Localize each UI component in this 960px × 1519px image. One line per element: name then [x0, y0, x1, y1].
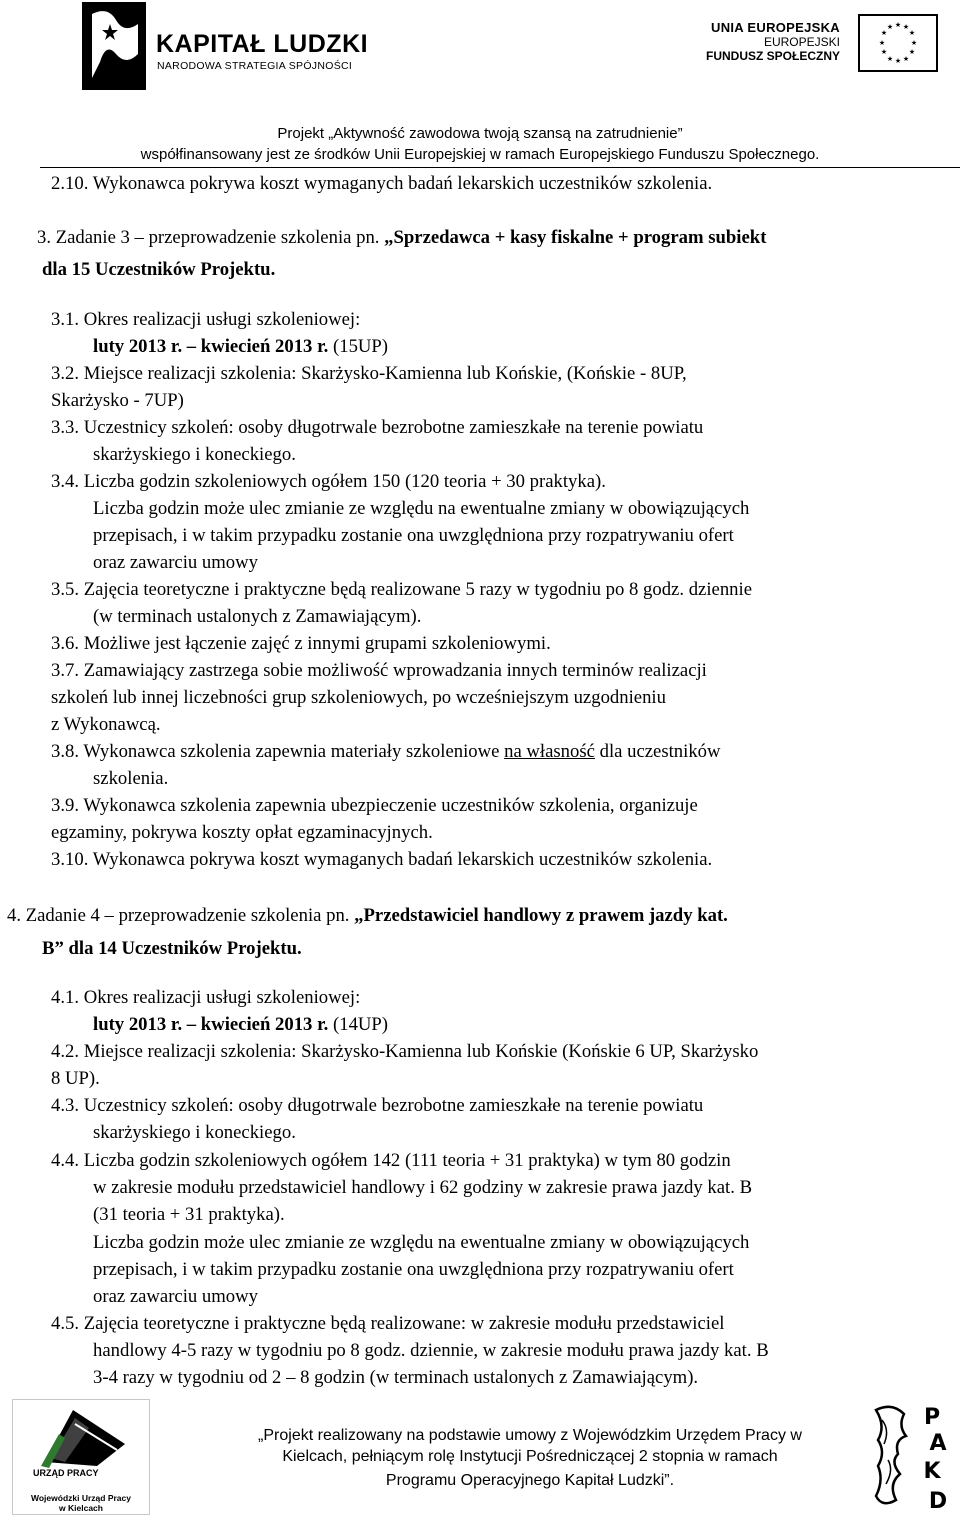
header-project-line: Projekt „Aktywność zawodowa twoją szansą na zatrudnienie”	[277, 125, 683, 142]
task-3-name: „Sprzedawca + kasy fiskalne + program subiekt	[384, 227, 767, 248]
task-3-heading-cont: dla 15 Uczestników Projektu.	[42, 259, 276, 280]
task-4-name: „Przedstawiciel handlowy z prawem jazdy kat.	[354, 905, 728, 926]
svg-text:★: ★	[908, 29, 916, 37]
header-cofinancing-line: współfinansowany jest ze środków Unii Europejskiej w ramach Europejskiego Funduszu Społecznego.	[140, 146, 820, 163]
svg-text:★: ★	[902, 55, 910, 63]
urzad-pracy-logo-icon	[35, 1404, 129, 1476]
eu-line-3: FUNDUSZ SPOŁECZNY	[705, 49, 840, 63]
line-3-2: 3.2. Miejsce realizacji szkolenia: Skarżysko-Kamienna lub Końskie, (Końskie - 8UP,	[51, 363, 687, 384]
line-4-5: 4.5. Zajęcia teoretyczne i praktyczne będą realizowane: w zakresie modułu przedstawiciel	[51, 1313, 725, 1334]
line-4-1: 4.1. Okres realizacji usługi szkoleniowej:	[51, 987, 361, 1008]
participants-3: (15UP)	[328, 336, 389, 357]
kapital-ludzki-logo	[80, 2, 370, 92]
line-4-5-cont-1: handlowy 4-5 razy w tygodniu po 8 godz. dziennie, w zakresie modułu prawa jazdy kat. B	[93, 1340, 769, 1361]
line-3-8-underlined: na własność	[504, 741, 595, 762]
eu-line-1: UNIA EUROPEJSKA	[711, 20, 840, 35]
line-3-4-note-3: oraz zawarciu umowy	[93, 552, 258, 573]
line-3-8-cont: szkolenia.	[93, 768, 169, 789]
line-3-4: 3.4. Liczba godzin szkoleniowych ogółem 150 (120 teoria + 30 praktyka).	[51, 471, 606, 492]
line-3-8-part-1: 3.8. Wykonawca szkolenia zapewnia materiały szkoleniowe	[51, 741, 505, 762]
urzad-pracy-name	[13, 1493, 149, 1513]
svg-text:★: ★	[880, 29, 888, 37]
dates-3: luty 2013 r. – kwiecień 2013 r.	[93, 336, 329, 357]
participants-4: (14UP)	[328, 1014, 389, 1035]
pakd-letter: D	[928, 1489, 948, 1514]
line-4-4-cont-2: (31 teoria + 31 praktyka).	[93, 1204, 285, 1225]
line-3-1: 3.1. Okres realizacji usługi szkoleniowej:	[51, 309, 361, 330]
task-4-heading	[7, 905, 728, 927]
header-divider	[40, 167, 960, 168]
line-3-10: 3.10. Wykonawca pokrywa koszt wymaganych badań lekarskich uczestników szkolenia.	[51, 849, 713, 870]
line-4-4-note-2: przepisach, i w takim przypadku zostanie ona uwzględniona przy rozpatrywaniu ofert	[93, 1259, 734, 1280]
line-4-4: 4.4. Liczba godzin szkoleniowych ogółem 142 (111 teoria + 31 praktyka) w tym 80 godzin	[51, 1150, 731, 1171]
task-4-prefix: 4. Zadanie 4 – przeprowadzenie szkolenia pn.	[7, 905, 355, 926]
svg-text:★: ★	[880, 48, 888, 56]
line-3-7-cont-2: z Wykonawcą.	[51, 714, 161, 735]
line-3-9: 3.9. Wykonawca szkolenia zapewnia ubezpieczenie uczestników szkolenia, organizuje	[51, 795, 698, 816]
line-4-2-cont: 8 UP).	[51, 1068, 100, 1089]
eu-line-2: EUROPEJSKI	[763, 35, 840, 49]
kapital-ludzki-title: KAPITAŁ LUDZKI	[156, 30, 369, 58]
eu-flag-icon	[858, 14, 938, 72]
pakd-letter: P	[923, 1405, 941, 1430]
line-3-8	[51, 741, 721, 763]
line-4-3-cont: skarżyskiego i koneckiego.	[93, 1122, 296, 1143]
svg-text:★: ★	[910, 39, 918, 47]
line-3-4-note-2: przepisach, i w takim przypadku zostanie ona uwzględniona przy rozpatrywaniu ofert	[93, 525, 734, 546]
line-4-3: 4.3. Uczestnicy szkoleń: osoby długotrwale bezrobotne zamieszkałe na terenie powiatu	[51, 1095, 704, 1116]
line-3-4-note-1: Liczba godzin może ulec zmianie ze względu na ewentualne zmiany w obowiązujących	[93, 498, 750, 519]
svg-text:★: ★	[902, 23, 910, 31]
svg-text:★: ★	[908, 48, 916, 56]
line-4-2: 4.2. Miejsce realizacji szkolenia: Skarżysko-Kamienna lub Końskie (Końskie 6 UP, Skarżysko	[51, 1041, 759, 1062]
line-2-10: 2.10. Wykonawca pokrywa koszt wymaganych badań lekarskich uczestników szkolenia.	[51, 173, 713, 194]
svg-text:★: ★	[894, 57, 902, 65]
pakd-logo-icon	[870, 1400, 956, 1517]
svg-text:★: ★	[878, 39, 886, 47]
line-3-3-cont: skarżyskiego i koneckiego.	[93, 444, 296, 465]
dates-4: luty 2013 r. – kwiecień 2013 r.	[93, 1014, 329, 1035]
urzad-pracy-name-1: Wojewódzki Urząd Pracy	[31, 1493, 131, 1503]
line-4-4-note-3: oraz zawarciu umowy	[93, 1286, 258, 1307]
line-3-6: 3.6. Możliwe jest łączenie zajęć z innymi grupami szkoleniowymi.	[51, 633, 551, 654]
eu-logo-text	[700, 20, 840, 63]
line-3-8-part-3: dla uczestników	[594, 741, 721, 762]
svg-text:★: ★	[886, 55, 894, 63]
pakd-letter: K	[923, 1459, 941, 1484]
line-3-5: 3.5. Zajęcia teoretyczne i praktyczne będą realizowane 5 razy w tygodniu po 8 godz. dziennie	[51, 579, 752, 600]
svg-text:★: ★	[894, 21, 902, 29]
kapital-ludzki-logo-icon	[82, 2, 146, 90]
line-4-4-note-1: Liczba godzin może ulec zmianie ze względu na ewentualne zmiany w obowiązujących	[93, 1232, 750, 1253]
footer-line-1: „Projekt realizowany na podstawie umowy z Wojewódzkim Urzędem Pracy w	[258, 1427, 802, 1444]
task-3-heading	[37, 227, 766, 249]
kapital-ludzki-subtitle: NARODOWA STRATEGIA SPÓJNOŚCI	[157, 60, 353, 72]
svg-text:★: ★	[886, 23, 894, 31]
task-4-heading-cont: B” dla 14 Uczestników Projektu.	[42, 938, 302, 959]
line-3-7: 3.7. Zamawiający zastrzega sobie możliwość wprowadzania innych terminów realizacji	[51, 660, 707, 681]
urzad-pracy-label: URZĄD PRACY	[33, 1468, 99, 1478]
pakd-letter: A	[929, 1431, 947, 1456]
urzad-pracy-name-2: w Kielcach	[59, 1503, 103, 1513]
eu-logo	[700, 14, 940, 84]
line-3-3: 3.3. Uczestnicy szkoleń: osoby długotrwale bezrobotne zamieszkałe na terenie powiatu	[51, 417, 704, 438]
line-3-1-dates	[93, 336, 388, 358]
line-3-5-cont: (w terminach ustalonych z Zamawiającym).	[93, 606, 422, 627]
task-3-prefix: 3. Zadanie 3 – przeprowadzenie szkolenia pn.	[37, 227, 385, 248]
urzad-pracy-logo	[12, 1399, 150, 1515]
footer-line-3: Programu Operacyjnego Kapitał Ludzki”.	[385, 1472, 675, 1489]
line-4-4-cont-1: w zakresie modułu przedstawiciel handlowy i 62 godziny w zakresie prawa jazdy kat. B	[93, 1177, 753, 1198]
line-4-5-cont-2: 3-4 razy w tygodniu od 2 – 8 godzin (w terminach ustalonych z Zamawiającym).	[93, 1367, 699, 1388]
line-3-2-cont: Skarżysko - 7UP)	[51, 390, 184, 411]
line-4-1-dates	[93, 1014, 388, 1036]
footer-line-2: Kielcach, pełniącym rolę Instytucji Pośredniczącej 2 stopnia w ramach	[282, 1448, 778, 1465]
line-3-9-cont: egzaminy, pokrywa koszty opłat egzaminacyjnych.	[51, 822, 433, 843]
line-3-7-cont-1: szkoleń lub innej liczebności grup szkoleniowych, po wcześniejszym uzgodnieniu	[51, 687, 666, 708]
